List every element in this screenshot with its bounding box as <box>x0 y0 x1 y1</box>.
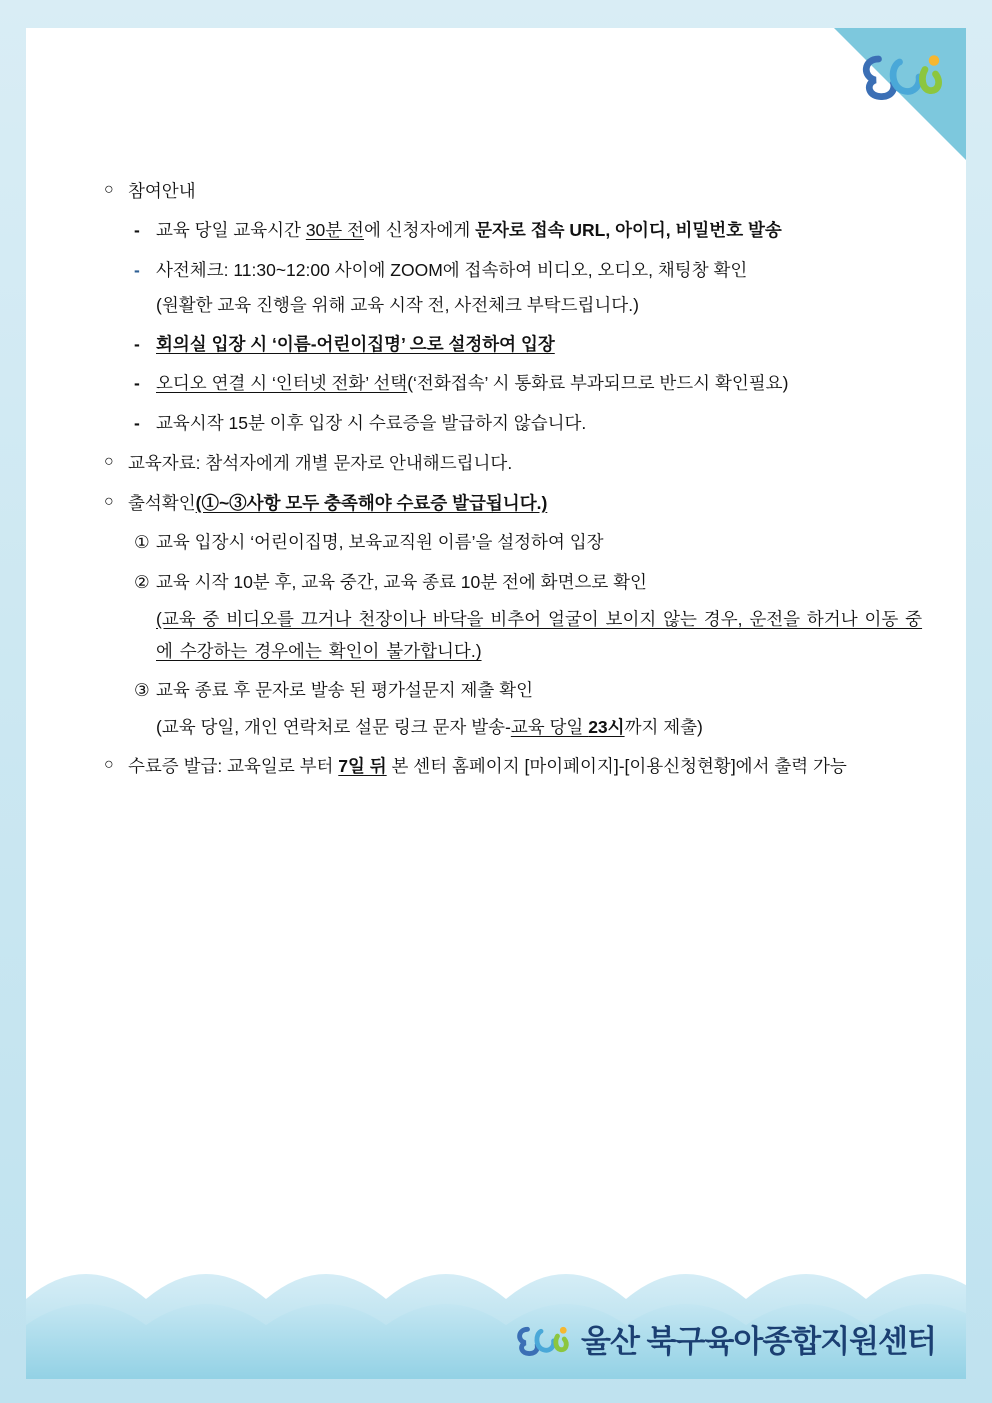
list-item <box>134 367 926 400</box>
text-fragment: (‘전화접속’ 시 통화료 부과되므로 반드시 확인필요) <box>407 373 789 394</box>
dash-marker-icon: - <box>134 373 140 394</box>
text-fragment: 에 신청자에게 <box>363 220 476 241</box>
section-attendance <box>104 487 926 520</box>
section-title <box>128 750 926 783</box>
text-fragment: 교육 당일 교육시간 <box>156 220 306 241</box>
document-sheet <box>26 28 966 1379</box>
bullet-circle-icon: ○ <box>104 181 114 198</box>
numbered-item-note <box>156 711 926 743</box>
text-fragment: 수료증 발급: 교육일로 부터 <box>128 756 339 777</box>
list-item <box>134 254 926 287</box>
bullet-circle-icon: ○ <box>104 452 114 470</box>
section-participation <box>104 175 926 208</box>
list-item <box>134 407 926 440</box>
list-item-text: 교육시작 15분 이후 입장 시 수료증을 발급하지 않습니다. <box>156 412 587 433</box>
numbered-item-note: (교육 중 비디오를 끄거나 천장이나 바닥을 비추어 얼굴이 보이지 않는 경우, 운전을 하거나 이동 중에 수강하는 경우에는 확인이 불가합니다.) <box>156 608 923 662</box>
list-item-note: (원활한 교육 진행을 위해 교육 시작 전, 사전체크 부탁드립니다.) <box>156 294 639 315</box>
dash-marker-icon: - <box>134 412 140 433</box>
list-item-text <box>156 367 926 400</box>
section-title: 참여안내 <box>128 181 196 201</box>
text-fragment: 출석확인 <box>128 493 196 513</box>
footer-branding <box>513 1316 936 1361</box>
list-item <box>134 328 926 361</box>
number-marker-3: ③ <box>134 679 150 700</box>
numbered-item <box>134 526 926 559</box>
section-certificate <box>104 750 926 783</box>
document-body <box>104 168 926 783</box>
section-title: 교육자료: 참석자에게 개별 문자로 안내해드립니다. <box>128 452 513 473</box>
numbered-item-text: 교육 입장시 ‘어린이집명, 보육교직원 이름’을 설정하여 입장 <box>156 532 604 553</box>
text-fragment-bold-underline: 7일 뒤 <box>338 756 387 777</box>
text-fragment-bold: 문자로 접속 URL, 아이디, 비밀번호 발송 <box>475 220 782 241</box>
dash-marker-icon: - <box>134 334 140 354</box>
number-marker-1: ① <box>134 532 150 553</box>
sci-logo-icon <box>513 1318 571 1360</box>
dash-marker-icon: - <box>134 220 140 241</box>
section-materials <box>104 447 926 480</box>
text-fragment: (교육 당일, 개인 연락처로 설문 링크 문자 발송- <box>156 716 511 737</box>
text-fragment: 까지 제출) <box>624 716 703 737</box>
numbered-item <box>134 674 926 707</box>
list-item-text: 회의실 입장 시 ‘이름-어린이집명’ 으로 설정하여 입장 <box>156 334 555 354</box>
number-marker-2: ② <box>134 571 150 592</box>
list-item <box>134 214 926 247</box>
text-fragment-underline: 30분 전 <box>305 220 364 241</box>
list-item-text: 사전체크: 11:30~12:00 사이에 ZOOM에 접속하여 비디오, 오디오, 채팅창 확인 <box>156 259 748 280</box>
numbered-item <box>134 566 926 599</box>
list-item-text <box>156 214 926 247</box>
text-fragment-underline: 오디오 연결 시 ‘인터넷 전화’ 선택 <box>156 373 408 394</box>
bullet-circle-icon: ○ <box>104 756 114 774</box>
sci-logo-icon <box>856 44 946 104</box>
text-fragment: 본 센터 홈페이지 [마이페이지]-[이용신청현황]에서 출력 가능 <box>386 756 847 777</box>
numbered-item-text: 교육 종료 후 문자로 발송 된 평가설문지 제출 확인 <box>156 679 533 700</box>
organization-name: 울산 북구육아종합지원센터 <box>581 1324 936 1359</box>
text-fragment-underline: 교육 당일 <box>510 716 589 737</box>
section-title <box>128 487 926 520</box>
bullet-circle-icon: ○ <box>104 493 114 510</box>
text-fragment-bold-underline: 23시 <box>588 716 625 737</box>
numbered-item-text: 교육 시작 10분 후, 교육 중간, 교육 종료 10분 전에 화면으로 확인 <box>156 571 647 592</box>
text-fragment-bold-underline: (①~③사항 모두 충족해야 수료증 발급됩니다.) <box>195 493 548 513</box>
dash-marker-icon: - <box>134 259 140 280</box>
